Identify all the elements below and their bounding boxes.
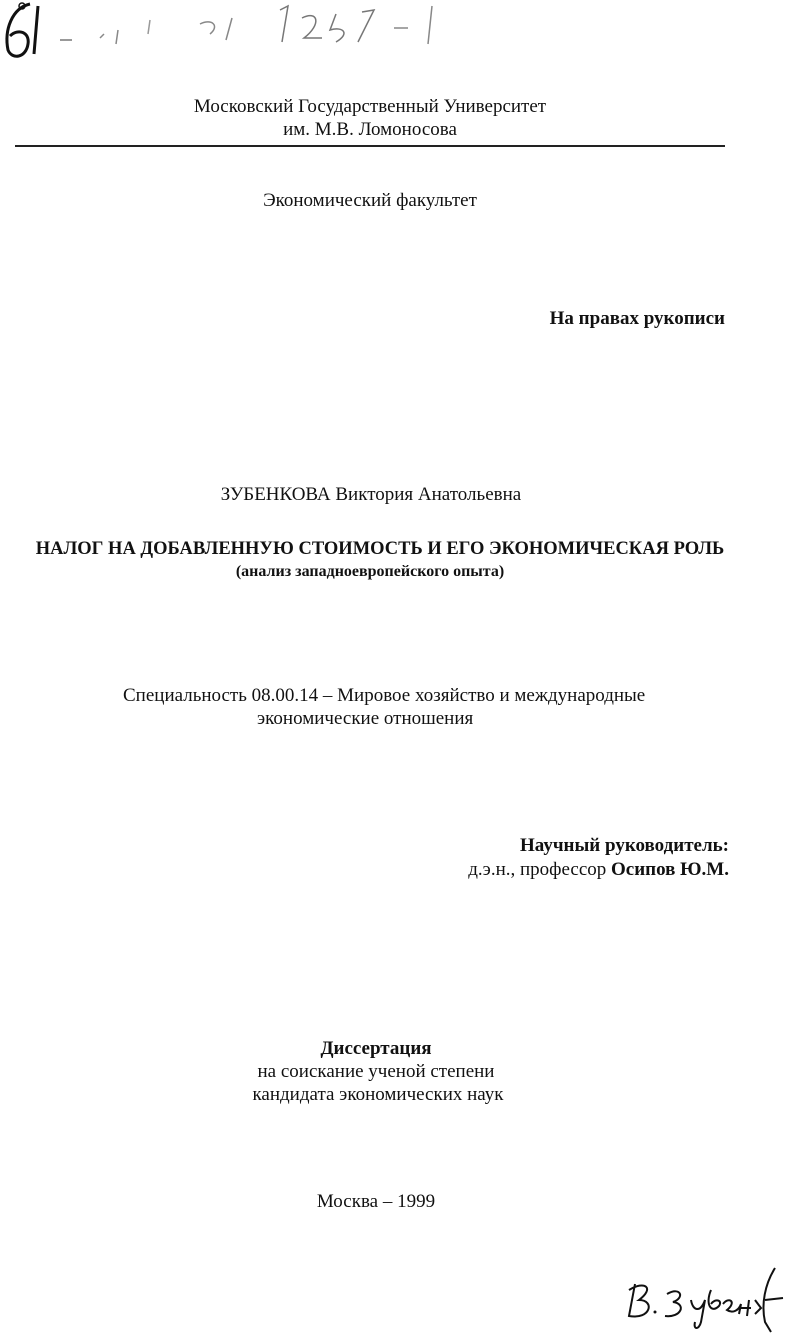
dissertation-heading: Диссертация [320,1038,432,1059]
faculty-name: Экономический факультет [263,190,477,211]
supervisor-line [468,859,729,881]
author-name: ЗУБЕНКОВА Виктория Анатольевна [220,484,522,505]
supervisor-name: Осипов Ю.М. [611,859,729,880]
degree-line2: кандидата экономических наук [252,1084,504,1105]
degree-line1: на соискание ученой степени [257,1061,495,1082]
specialty-line1: Специальность 08.00.14 – Мировое хозяйство и международные [123,685,646,706]
specialty-line2: экономические отношения [257,708,474,729]
supervisor-degree: д.э.н., профессор [468,859,612,880]
supervisor-label: Научный руководитель: [520,835,729,856]
dissertation-subtitle: (анализ западноевропейского опыта) [235,563,505,580]
author-signature [615,1260,795,1340]
header-divider [15,145,725,147]
dissertation-title: НАЛОГ НА ДОБАВЛЕННУЮ СТОИМОСТЬ И ЕГО ЭКОНОМИЧЕСКАЯ РОЛЬ [35,539,725,559]
handwritten-archive-number [0,0,480,62]
svg-text:В. Зубенк: В. Зубенк [615,1260,620,1261]
university-name-line2: им. М.В. Ломоносова [283,119,457,140]
manuscript-note: На правах рукописи [549,308,725,329]
svg-text:61 - 99 / 1257 - 1: 61 - 99 / 1257 - 1 [0,0,7,1]
university-name-line1: Московский Государственный Университет [193,96,547,117]
city-year: Москва – 1999 [316,1191,436,1212]
